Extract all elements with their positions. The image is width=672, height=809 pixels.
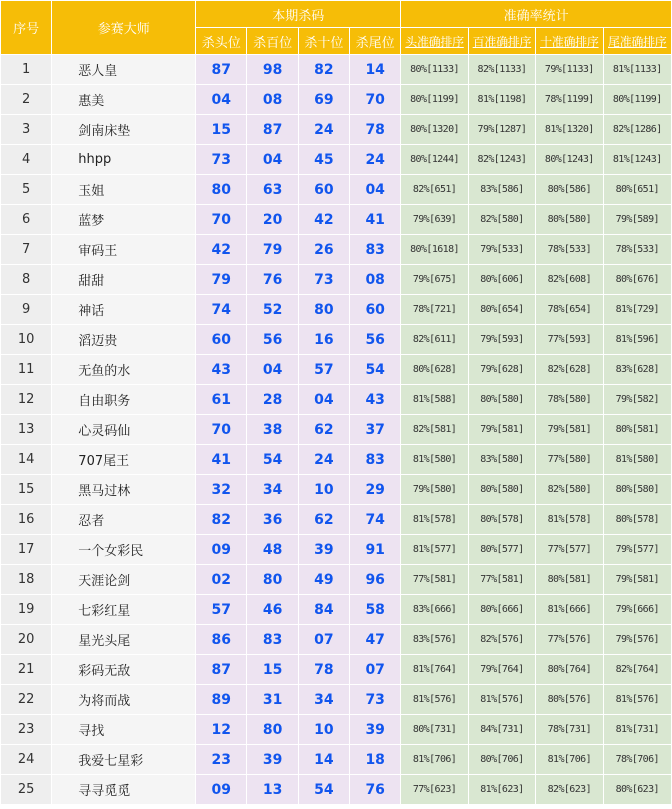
table-row bbox=[1, 295, 671, 324]
master-name: 自由职务 bbox=[52, 385, 195, 414]
row-index: 6 bbox=[1, 205, 51, 234]
acc-hundreds: 79%[628] bbox=[469, 355, 535, 384]
acc-tens: 81%[1320] bbox=[536, 115, 602, 144]
kill-hundreds: 83 bbox=[247, 625, 297, 654]
kill-hundreds: 34 bbox=[247, 475, 297, 504]
table-row bbox=[1, 625, 671, 654]
acc-hundreds: 82%[1133] bbox=[469, 55, 535, 84]
table-row bbox=[1, 355, 671, 384]
acc-thousands: 79%[639] bbox=[401, 205, 467, 234]
kill-tens: 54 bbox=[299, 775, 349, 804]
kill-thousands: 89 bbox=[196, 685, 246, 714]
master-name: 惠美 bbox=[52, 85, 195, 114]
kill-hundreds: 39 bbox=[247, 745, 297, 774]
table-row bbox=[1, 145, 671, 174]
kill-units: 83 bbox=[350, 445, 400, 474]
table-row bbox=[1, 85, 671, 114]
acc-thousands: 82%[581] bbox=[401, 415, 467, 444]
acc-tens: 81%[666] bbox=[536, 595, 602, 624]
acc-hundreds: 80%[580] bbox=[469, 385, 535, 414]
kill-thousands: 73 bbox=[196, 145, 246, 174]
header-acc-hundreds-link[interactable]: 百准确排序 bbox=[472, 34, 532, 49]
kill-thousands: 43 bbox=[196, 355, 246, 384]
acc-units: 79%[666] bbox=[604, 595, 671, 624]
acc-tens: 78%[654] bbox=[536, 295, 602, 324]
master-name: 我爱七星彩 bbox=[52, 745, 195, 774]
master-name: 忍者 bbox=[52, 505, 195, 534]
kill-units: 41 bbox=[350, 205, 400, 234]
kill-hundreds: 79 bbox=[247, 235, 297, 264]
acc-units: 81%[1243] bbox=[604, 145, 671, 174]
acc-thousands: 81%[578] bbox=[401, 505, 467, 534]
row-index: 8 bbox=[1, 265, 51, 294]
kill-units: 29 bbox=[350, 475, 400, 504]
acc-hundreds: 82%[576] bbox=[469, 625, 535, 654]
row-index: 15 bbox=[1, 475, 51, 504]
acc-thousands: 80%[1244] bbox=[401, 145, 467, 174]
table-row bbox=[1, 175, 671, 204]
kill-tens: 16 bbox=[299, 325, 349, 354]
kill-tens: 24 bbox=[299, 115, 349, 144]
acc-thousands: 77%[581] bbox=[401, 565, 467, 594]
kill-hundreds: 54 bbox=[247, 445, 297, 474]
acc-thousands: 80%[1199] bbox=[401, 85, 467, 114]
header-acc-thousands[interactable] bbox=[401, 28, 467, 54]
acc-thousands: 81%[577] bbox=[401, 535, 467, 564]
master-name: 滔迈贵 bbox=[52, 325, 195, 354]
table-row bbox=[1, 775, 671, 804]
master-name: 黑马过林 bbox=[52, 475, 195, 504]
acc-units: 80%[1199] bbox=[604, 85, 671, 114]
acc-hundreds: 82%[1243] bbox=[469, 145, 535, 174]
kill-units: 43 bbox=[350, 385, 400, 414]
acc-tens: 77%[580] bbox=[536, 445, 602, 474]
table-row bbox=[1, 655, 671, 684]
kill-hundreds: 04 bbox=[247, 145, 297, 174]
kill-tens: 49 bbox=[299, 565, 349, 594]
acc-tens: 78%[1199] bbox=[536, 85, 602, 114]
acc-tens: 80%[580] bbox=[536, 205, 602, 234]
table-row bbox=[1, 325, 671, 354]
row-index: 3 bbox=[1, 115, 51, 144]
kill-thousands: 42 bbox=[196, 235, 246, 264]
acc-hundreds: 83%[586] bbox=[469, 175, 535, 204]
table-row bbox=[1, 595, 671, 624]
kill-hundreds: 13 bbox=[247, 775, 297, 804]
table-row bbox=[1, 235, 671, 264]
kill-thousands: 79 bbox=[196, 265, 246, 294]
acc-thousands: 80%[1133] bbox=[401, 55, 467, 84]
kill-hundreds: 36 bbox=[247, 505, 297, 534]
acc-thousands: 79%[580] bbox=[401, 475, 467, 504]
acc-units: 81%[596] bbox=[604, 325, 671, 354]
kill-hundreds: 52 bbox=[247, 295, 297, 324]
acc-thousands: 80%[1320] bbox=[401, 115, 467, 144]
acc-hundreds: 80%[706] bbox=[469, 745, 535, 774]
row-index: 2 bbox=[1, 85, 51, 114]
kill-tens: 78 bbox=[299, 655, 349, 684]
acc-hundreds: 80%[654] bbox=[469, 295, 535, 324]
kill-hundreds: 20 bbox=[247, 205, 297, 234]
master-name: 一个女彩民 bbox=[52, 535, 195, 564]
kill-units: 39 bbox=[350, 715, 400, 744]
kill-units: 14 bbox=[350, 55, 400, 84]
acc-units: 80%[578] bbox=[604, 505, 671, 534]
kill-tens: 07 bbox=[299, 625, 349, 654]
kill-hundreds: 98 bbox=[247, 55, 297, 84]
kill-units: 58 bbox=[350, 595, 400, 624]
kill-thousands: 70 bbox=[196, 205, 246, 234]
acc-hundreds: 81%[623] bbox=[469, 775, 535, 804]
header-acc-tens[interactable] bbox=[536, 28, 602, 54]
master-name: hhpp bbox=[52, 145, 195, 174]
kill-units: 08 bbox=[350, 265, 400, 294]
row-index: 7 bbox=[1, 235, 51, 264]
acc-tens: 82%[580] bbox=[536, 475, 602, 504]
master-name: 天涯论剑 bbox=[52, 565, 195, 594]
kill-thousands: 60 bbox=[196, 325, 246, 354]
kill-tens: 10 bbox=[299, 715, 349, 744]
kill-hundreds: 80 bbox=[247, 565, 297, 594]
master-name: 彩码无敌 bbox=[52, 655, 195, 684]
acc-units: 82%[1286] bbox=[604, 115, 671, 144]
acc-thousands: 82%[611] bbox=[401, 325, 467, 354]
master-name: 707尾王 bbox=[52, 445, 195, 474]
row-index: 23 bbox=[1, 715, 51, 744]
kill-tens: 26 bbox=[299, 235, 349, 264]
acc-units: 79%[576] bbox=[604, 625, 671, 654]
acc-units: 81%[576] bbox=[604, 685, 671, 714]
kill-thousands: 09 bbox=[196, 535, 246, 564]
kill-tens: 62 bbox=[299, 505, 349, 534]
acc-tens: 77%[577] bbox=[536, 535, 602, 564]
acc-hundreds: 79%[1287] bbox=[469, 115, 535, 144]
acc-tens: 78%[580] bbox=[536, 385, 602, 414]
acc-hundreds: 79%[533] bbox=[469, 235, 535, 264]
row-index: 1 bbox=[1, 55, 51, 84]
table-row bbox=[1, 385, 671, 414]
table-row bbox=[1, 505, 671, 534]
acc-hundreds: 82%[580] bbox=[469, 205, 535, 234]
acc-tens: 78%[731] bbox=[536, 715, 602, 744]
table-row bbox=[1, 475, 671, 504]
acc-tens: 79%[1133] bbox=[536, 55, 602, 84]
acc-thousands: 79%[675] bbox=[401, 265, 467, 294]
header-acc-tens-link[interactable]: 十准确排序 bbox=[540, 34, 599, 49]
master-name: 无鱼的水 bbox=[52, 355, 195, 384]
kill-hundreds: 80 bbox=[247, 715, 297, 744]
row-index: 19 bbox=[1, 595, 51, 624]
kill-units: 56 bbox=[350, 325, 400, 354]
acc-thousands: 81%[764] bbox=[401, 655, 467, 684]
master-name: 恶人皇 bbox=[52, 55, 195, 84]
acc-tens: 80%[1243] bbox=[536, 145, 602, 174]
row-index: 10 bbox=[1, 325, 51, 354]
master-name: 星光头尾 bbox=[52, 625, 195, 654]
table-row bbox=[1, 205, 671, 234]
header-index: 序号 bbox=[1, 1, 51, 54]
table-row bbox=[1, 745, 671, 774]
row-index: 11 bbox=[1, 355, 51, 384]
row-index: 13 bbox=[1, 415, 51, 444]
acc-units: 78%[706] bbox=[604, 745, 671, 774]
master-name: 寻找 bbox=[52, 715, 195, 744]
kill-tens: 14 bbox=[299, 745, 349, 774]
kill-thousands: 80 bbox=[196, 175, 246, 204]
kill-units: 70 bbox=[350, 85, 400, 114]
kill-tens: 45 bbox=[299, 145, 349, 174]
header-acc-hundreds[interactable] bbox=[469, 28, 535, 54]
master-name: 寻寻觅觅 bbox=[52, 775, 195, 804]
kill-hundreds: 04 bbox=[247, 355, 297, 384]
acc-tens: 79%[581] bbox=[536, 415, 602, 444]
kill-units: 47 bbox=[350, 625, 400, 654]
kill-tens: 10 bbox=[299, 475, 349, 504]
acc-thousands: 80%[1618] bbox=[401, 235, 467, 264]
table-row bbox=[1, 445, 671, 474]
acc-hundreds: 79%[593] bbox=[469, 325, 535, 354]
acc-thousands: 78%[721] bbox=[401, 295, 467, 324]
acc-units: 78%[533] bbox=[604, 235, 671, 264]
table-row bbox=[1, 535, 671, 564]
table-body bbox=[1, 55, 671, 804]
acc-hundreds: 80%[666] bbox=[469, 595, 535, 624]
kill-thousands: 87 bbox=[196, 55, 246, 84]
kill-hundreds: 15 bbox=[247, 655, 297, 684]
acc-units: 80%[676] bbox=[604, 265, 671, 294]
acc-units: 81%[580] bbox=[604, 445, 671, 474]
row-index: 5 bbox=[1, 175, 51, 204]
row-index: 12 bbox=[1, 385, 51, 414]
kill-thousands: 86 bbox=[196, 625, 246, 654]
acc-tens: 80%[764] bbox=[536, 655, 602, 684]
acc-hundreds: 80%[578] bbox=[469, 505, 535, 534]
acc-units: 81%[729] bbox=[604, 295, 671, 324]
kill-units: 83 bbox=[350, 235, 400, 264]
acc-hundreds: 80%[577] bbox=[469, 535, 535, 564]
row-index: 22 bbox=[1, 685, 51, 714]
header-acc-thousands-link[interactable]: 头准确排序 bbox=[405, 34, 464, 49]
acc-thousands: 82%[651] bbox=[401, 175, 467, 204]
kill-thousands: 57 bbox=[196, 595, 246, 624]
row-index: 16 bbox=[1, 505, 51, 534]
row-index: 25 bbox=[1, 775, 51, 804]
kill-units: 37 bbox=[350, 415, 400, 444]
kill-thousands: 23 bbox=[196, 745, 246, 774]
kill-units: 07 bbox=[350, 655, 400, 684]
header-acc-units[interactable] bbox=[604, 28, 671, 54]
header-kill-tens: 杀十位 bbox=[299, 28, 349, 54]
kill-thousands: 87 bbox=[196, 655, 246, 684]
acc-thousands: 83%[576] bbox=[401, 625, 467, 654]
table-row bbox=[1, 55, 671, 84]
acc-units: 80%[580] bbox=[604, 475, 671, 504]
kill-units: 76 bbox=[350, 775, 400, 804]
row-index: 18 bbox=[1, 565, 51, 594]
acc-hundreds: 81%[1198] bbox=[469, 85, 535, 114]
acc-units: 79%[577] bbox=[604, 535, 671, 564]
acc-thousands: 80%[731] bbox=[401, 715, 467, 744]
kill-tens: 24 bbox=[299, 445, 349, 474]
master-name: 剑南床垫 bbox=[52, 115, 195, 144]
header-kill-units: 杀尾位 bbox=[350, 28, 400, 54]
kill-hundreds: 38 bbox=[247, 415, 297, 444]
kill-hundreds: 56 bbox=[247, 325, 297, 354]
row-index: 20 bbox=[1, 625, 51, 654]
row-index: 24 bbox=[1, 745, 51, 774]
row-index: 21 bbox=[1, 655, 51, 684]
kill-tens: 42 bbox=[299, 205, 349, 234]
kill-hundreds: 76 bbox=[247, 265, 297, 294]
kill-hundreds: 48 bbox=[247, 535, 297, 564]
kill-thousands: 70 bbox=[196, 415, 246, 444]
kill-thousands: 02 bbox=[196, 565, 246, 594]
kill-thousands: 74 bbox=[196, 295, 246, 324]
acc-hundreds: 83%[580] bbox=[469, 445, 535, 474]
kill-hundreds: 08 bbox=[247, 85, 297, 114]
acc-tens: 81%[578] bbox=[536, 505, 602, 534]
header-acc-units-link[interactable]: 尾准确排序 bbox=[608, 34, 667, 49]
master-name: 蓝梦 bbox=[52, 205, 195, 234]
kill-units: 04 bbox=[350, 175, 400, 204]
master-name: 审码王 bbox=[52, 235, 195, 264]
acc-hundreds: 84%[731] bbox=[469, 715, 535, 744]
header-kill-hundreds: 杀百位 bbox=[247, 28, 297, 54]
row-index: 14 bbox=[1, 445, 51, 474]
acc-tens: 78%[533] bbox=[536, 235, 602, 264]
kill-units: 60 bbox=[350, 295, 400, 324]
acc-thousands: 81%[706] bbox=[401, 745, 467, 774]
acc-tens: 81%[706] bbox=[536, 745, 602, 774]
acc-thousands: 81%[588] bbox=[401, 385, 467, 414]
acc-units: 81%[731] bbox=[604, 715, 671, 744]
acc-units: 80%[623] bbox=[604, 775, 671, 804]
row-index: 17 bbox=[1, 535, 51, 564]
table-row bbox=[1, 115, 671, 144]
header-master: 参赛大师 bbox=[52, 1, 195, 54]
kill-units: 54 bbox=[350, 355, 400, 384]
acc-tens: 82%[608] bbox=[536, 265, 602, 294]
acc-tens: 77%[576] bbox=[536, 625, 602, 654]
header-current-kill: 本期杀码 bbox=[196, 1, 400, 27]
kill-units: 91 bbox=[350, 535, 400, 564]
kill-hundreds: 28 bbox=[247, 385, 297, 414]
acc-thousands: 81%[576] bbox=[401, 685, 467, 714]
master-name: 神话 bbox=[52, 295, 195, 324]
kill-tens: 84 bbox=[299, 595, 349, 624]
table-row bbox=[1, 715, 671, 744]
acc-tens: 77%[593] bbox=[536, 325, 602, 354]
master-name: 玉姐 bbox=[52, 175, 195, 204]
acc-tens: 82%[623] bbox=[536, 775, 602, 804]
kill-units: 73 bbox=[350, 685, 400, 714]
acc-hundreds: 81%[576] bbox=[469, 685, 535, 714]
acc-units: 79%[589] bbox=[604, 205, 671, 234]
acc-units: 79%[582] bbox=[604, 385, 671, 414]
kill-tens: 73 bbox=[299, 265, 349, 294]
acc-thousands: 80%[628] bbox=[401, 355, 467, 384]
master-name: 为将而战 bbox=[52, 685, 195, 714]
kill-thousands: 32 bbox=[196, 475, 246, 504]
master-name: 甜甜 bbox=[52, 265, 195, 294]
kill-thousands: 82 bbox=[196, 505, 246, 534]
kill-hundreds: 31 bbox=[247, 685, 297, 714]
row-index: 9 bbox=[1, 295, 51, 324]
acc-hundreds: 79%[581] bbox=[469, 415, 535, 444]
acc-units: 79%[581] bbox=[604, 565, 671, 594]
master-name: 七彩红星 bbox=[52, 595, 195, 624]
table-row bbox=[1, 565, 671, 594]
kill-tens: 82 bbox=[299, 55, 349, 84]
kill-units: 24 bbox=[350, 145, 400, 174]
acc-hundreds: 79%[764] bbox=[469, 655, 535, 684]
kill-units: 18 bbox=[350, 745, 400, 774]
kill-thousands: 09 bbox=[196, 775, 246, 804]
kill-tens: 80 bbox=[299, 295, 349, 324]
header-kill-thousands: 杀头位 bbox=[196, 28, 246, 54]
kill-units: 74 bbox=[350, 505, 400, 534]
kill-tens: 04 bbox=[299, 385, 349, 414]
acc-units: 80%[651] bbox=[604, 175, 671, 204]
acc-hundreds: 80%[580] bbox=[469, 475, 535, 504]
acc-thousands: 77%[623] bbox=[401, 775, 467, 804]
kill-tens: 57 bbox=[299, 355, 349, 384]
kill-units: 78 bbox=[350, 115, 400, 144]
acc-hundreds: 80%[606] bbox=[469, 265, 535, 294]
kill-tens: 62 bbox=[299, 415, 349, 444]
acc-tens: 80%[576] bbox=[536, 685, 602, 714]
kill-units: 96 bbox=[350, 565, 400, 594]
kill-tens: 60 bbox=[299, 175, 349, 204]
kill-thousands: 12 bbox=[196, 715, 246, 744]
kill-tens: 39 bbox=[299, 535, 349, 564]
acc-tens: 82%[628] bbox=[536, 355, 602, 384]
kill-tens: 34 bbox=[299, 685, 349, 714]
kill-hundreds: 63 bbox=[247, 175, 297, 204]
acc-units: 81%[1133] bbox=[604, 55, 671, 84]
acc-thousands: 81%[580] bbox=[401, 445, 467, 474]
master-name: 心灵码仙 bbox=[52, 415, 195, 444]
row-index: 4 bbox=[1, 145, 51, 174]
table-row bbox=[1, 685, 671, 714]
acc-thousands: 83%[666] bbox=[401, 595, 467, 624]
acc-units: 83%[628] bbox=[604, 355, 671, 384]
kill-thousands: 61 bbox=[196, 385, 246, 414]
table-row bbox=[1, 415, 671, 444]
acc-tens: 80%[586] bbox=[536, 175, 602, 204]
acc-tens: 80%[581] bbox=[536, 565, 602, 594]
kill-thousands: 04 bbox=[196, 85, 246, 114]
acc-units: 82%[764] bbox=[604, 655, 671, 684]
header-accuracy-stats: 准确率统计 bbox=[401, 1, 671, 27]
kill-hundreds: 46 bbox=[247, 595, 297, 624]
acc-hundreds: 77%[581] bbox=[469, 565, 535, 594]
kill-thousands: 15 bbox=[196, 115, 246, 144]
kill-hundreds: 87 bbox=[247, 115, 297, 144]
kill-thousands: 41 bbox=[196, 445, 246, 474]
table-row bbox=[1, 265, 671, 294]
acc-units: 80%[581] bbox=[604, 415, 671, 444]
kill-tens: 69 bbox=[299, 85, 349, 114]
